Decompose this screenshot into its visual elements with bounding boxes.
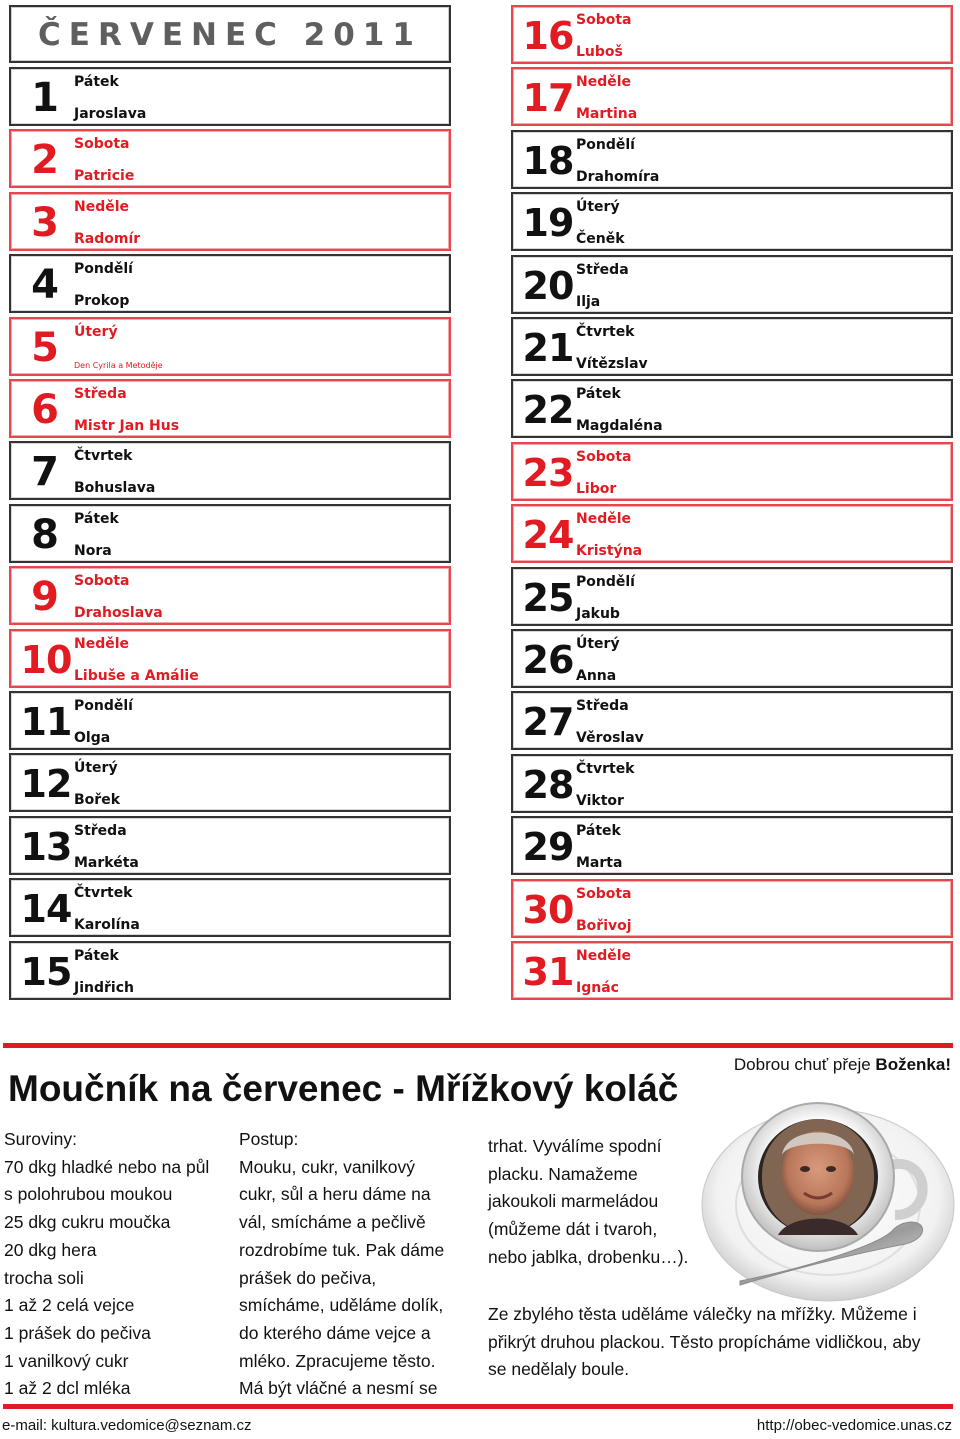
day-number: 20 (522, 263, 574, 308)
name-day: Bořek (74, 792, 120, 809)
day-name: Pátek (74, 74, 119, 90)
day-number: 16 (522, 14, 574, 58)
day-name: Pondělí (576, 136, 635, 153)
name-day: Čeněk (576, 231, 625, 248)
day-cell-29 (511, 816, 953, 875)
day-number: 22 (522, 388, 574, 433)
procedure-text (239, 1126, 444, 1403)
coffee-cup-portrait-image (700, 1095, 960, 1305)
name-day: Patricie (74, 168, 135, 185)
name-day: Jakub (576, 605, 620, 622)
day-cell-2 (9, 129, 451, 188)
procedure-final (488, 1301, 921, 1384)
day-number: 29 (522, 825, 574, 870)
day-cell-22 (511, 379, 953, 438)
ingredients-line: Suroviny: (4, 1129, 77, 1149)
day-number: 18 (522, 138, 574, 183)
day-name: Pondělí (74, 261, 133, 278)
day-name: Čtvrtek (74, 448, 133, 465)
ingredients-line: 1 až 2 dcl mléka (4, 1378, 131, 1399)
day-number: 27 (522, 700, 574, 745)
day-cell-27 (511, 691, 953, 750)
day-cell-5 (9, 317, 451, 376)
day-number: 17 (522, 76, 574, 121)
ingredients-line: 70 dkg hladké nebo na půl (4, 1156, 210, 1177)
day-number: 14 (20, 887, 72, 932)
greeting (734, 1055, 951, 1075)
greeting-name: Boženka! (875, 1055, 951, 1074)
day-cell-28 (511, 754, 953, 813)
day-cell-7 (9, 441, 451, 500)
procedure-continuation (488, 1133, 688, 1272)
name-day: Karolína (74, 917, 140, 934)
day-number: 1 (31, 75, 59, 121)
day-number: 2 (31, 137, 59, 184)
day-name: Neděle (74, 635, 130, 652)
name-day: Drahoslava (74, 605, 163, 622)
name-day: Libuše a Amálie (74, 667, 199, 684)
day-name: Sobota (74, 573, 130, 590)
day-name: Čtvrtek (576, 324, 635, 340)
day-name: Pátek (74, 510, 119, 527)
top-red-rule (3, 1043, 953, 1048)
day-cell-11 (9, 691, 451, 750)
day-number: 25 (522, 575, 574, 620)
day-name: Sobota (576, 12, 632, 28)
day-number: 10 (20, 637, 72, 682)
ingredients-line: 25 dkg cukru moučka (4, 1212, 171, 1233)
name-day: Prokop (74, 293, 130, 310)
day-number: 21 (522, 326, 574, 370)
procedure-line: Postup: (239, 1129, 299, 1149)
day-number: 12 (20, 762, 72, 807)
name-day: Mistr Jan Hus (74, 418, 180, 434)
day-number: 5 (31, 324, 59, 371)
day-name: Čtvrtek (74, 885, 133, 902)
day-name: Pondělí (74, 698, 133, 714)
day-cell-19 (511, 192, 953, 251)
day-name: Středa (74, 822, 127, 839)
final-line: přikrýt druhou plackou. Těsto propícháme vidličkou, aby (488, 1331, 921, 1352)
name-day: Radomír (74, 230, 141, 247)
day-cell-13 (9, 816, 451, 875)
bottom-red-rule (3, 1404, 953, 1409)
name-day: Den Cyrila a Metoděje (74, 360, 163, 370)
name-day: Kristýna (576, 543, 643, 560)
procedure-line: prášek do pečiva, (239, 1267, 377, 1288)
day-cell-15 (9, 941, 451, 1000)
recipe-title: Moučník na červenec - Mřížkový koláč (8, 1068, 679, 1109)
day-number: 15 (20, 949, 72, 994)
name-day: Viktor (576, 792, 624, 809)
name-day: Marta (576, 855, 623, 872)
day-name: Středa (74, 386, 127, 402)
day-number: 8 (31, 511, 59, 558)
day-cell-24 (511, 504, 953, 563)
name-day: Drahomíra (576, 168, 660, 185)
ingredients-line: 1 vanilkový cukr (4, 1350, 129, 1371)
day-name: Pátek (576, 386, 621, 403)
day-cell-4 (9, 254, 451, 313)
continuation-line: placku. Namažeme (488, 1163, 638, 1184)
day-name: Čtvrtek (576, 760, 635, 777)
name-day: Bořivoj (576, 917, 632, 934)
final-line: se nedělaly boule. (488, 1359, 630, 1380)
day-name: Úterý (576, 199, 620, 216)
day-name: Středa (576, 261, 629, 278)
day-name: Neděle (576, 74, 632, 91)
day-cell-9 (9, 566, 451, 625)
day-cell-10 (9, 629, 451, 688)
name-day: Bohuslava (74, 480, 156, 497)
name-day: Olga (74, 730, 111, 746)
day-cell-3 (9, 192, 451, 251)
day-name: Neděle (576, 948, 632, 964)
ingredients-line: 1 prášek do pečiva (4, 1322, 151, 1343)
name-day: Luboš (576, 44, 623, 60)
day-number: 23 (522, 450, 574, 495)
day-cell-31 (511, 941, 953, 1000)
day-number: 30 (522, 887, 574, 932)
day-cell-21 (511, 317, 953, 376)
procedure-line: mléko. Zpracujeme těsto. (239, 1350, 436, 1371)
day-number: 26 (522, 638, 574, 682)
day-name: Pátek (74, 947, 119, 964)
name-day: Vítězslav (576, 356, 648, 372)
name-day: Věroslav (576, 730, 644, 747)
day-name: Neděle (576, 511, 632, 528)
day-number: 28 (522, 762, 574, 807)
greeting-prefix: Dobrou chuť přeje (733, 1055, 876, 1074)
day-cell-18 (511, 130, 953, 189)
final-line: Ze zbylého těsta uděláme válečky na mřížky. Můžeme i (488, 1304, 917, 1324)
continuation-line: nebo jablka, drobenku…). (488, 1246, 689, 1267)
day-cell-23 (511, 442, 953, 501)
procedure-line: rozdrobíme tuk. Pak dáme (239, 1239, 445, 1260)
name-day: Libor (576, 480, 617, 497)
day-name: Úterý (74, 323, 118, 340)
footer-url[interactable]: http://obec-vedomice.unas.cz (756, 1417, 952, 1434)
day-number: 7 (31, 449, 59, 496)
name-day: Anna (576, 668, 617, 684)
procedure-line: cukr, sůl a heru dáme na (239, 1184, 431, 1205)
day-name: Sobota (576, 448, 632, 465)
day-number: 4 (31, 262, 59, 309)
day-cell-30 (511, 879, 953, 938)
day-name: Úterý (74, 760, 118, 777)
ingredients-line: 1 až 2 celá vejce (4, 1295, 135, 1316)
continuation-line: trhat. Vyválíme spodní (488, 1136, 662, 1156)
ingredients-list (4, 1126, 209, 1403)
day-cell-17 (511, 67, 953, 126)
procedure-line: Má být vláčné a nesmí se (239, 1378, 438, 1399)
name-day: Nora (74, 542, 112, 559)
name-day: Martina (576, 106, 638, 123)
ingredients-line: trocha soli (4, 1267, 84, 1288)
day-number: 13 (20, 824, 72, 869)
name-day: Ilja (576, 293, 601, 310)
day-name: Úterý (576, 636, 620, 652)
name-day: Magdaléna (576, 418, 663, 435)
day-number: 31 (522, 950, 574, 994)
continuation-line: (můžeme dát i tvaroh, (488, 1219, 658, 1240)
day-cell-20 (511, 255, 953, 314)
day-number: 11 (20, 700, 72, 744)
calendar-title: ČERVENEC 2011 (38, 17, 422, 53)
day-cell-14 (9, 878, 451, 937)
day-cell-25 (511, 567, 953, 626)
procedure-line: Mouku, cukr, vanilkový (239, 1156, 416, 1177)
day-cell-16 (511, 5, 953, 64)
day-cell-26 (511, 629, 953, 688)
footer-email: e-mail: kultura.vedomice@seznam.cz (2, 1417, 252, 1434)
day-cell-8 (9, 504, 451, 563)
ingredients-line: 20 dkg hera (4, 1239, 97, 1260)
calendar-header (9, 5, 451, 63)
procedure-line: vál, smícháme a pečlivě (239, 1212, 426, 1233)
name-day: Markéta (74, 854, 139, 871)
day-number: 6 (31, 387, 59, 433)
day-name: Pondělí (576, 573, 635, 590)
day-name: Neděle (74, 198, 130, 215)
day-name: Středa (576, 698, 629, 715)
ingredients-line: s polohrubou moukou (4, 1184, 173, 1205)
name-day: Ignác (576, 980, 619, 996)
day-number: 3 (31, 199, 59, 246)
day-name: Sobota (576, 885, 632, 902)
day-cell-1 (9, 67, 451, 126)
continuation-line: jakoukoli marmeládou (488, 1191, 659, 1212)
day-cell-6 (9, 379, 451, 438)
name-day: Jaroslava (74, 106, 147, 122)
day-name: Pátek (576, 823, 621, 840)
name-day: Jindřich (74, 979, 134, 996)
procedure-line: do kterého dáme vejce a (239, 1322, 431, 1343)
day-cell-12 (9, 753, 451, 812)
day-number: 24 (522, 513, 574, 558)
procedure-line: smícháme, uděláme dolík, (239, 1295, 444, 1316)
day-number: 19 (522, 201, 574, 246)
day-name: Sobota (74, 136, 130, 153)
day-number: 9 (31, 574, 59, 621)
